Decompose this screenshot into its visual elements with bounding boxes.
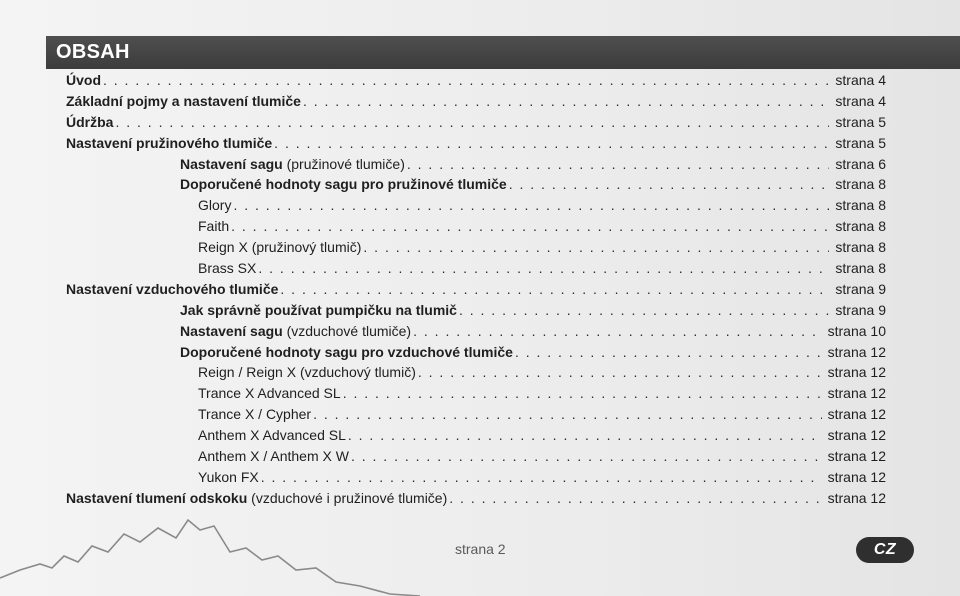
dot-leader [513,344,822,360]
toc-entry[interactable] [66,448,886,469]
toc-entry-title-bold: Nastavení sagu [180,155,283,172]
toc-entry-title-normal: Brass SX [198,260,257,277]
toc-entry-title-normal: (vzduchové i pružinové tlumiče) [247,489,448,506]
toc-entry[interactable] [66,364,886,385]
toc-entry-page: strana 12 [827,489,886,506]
toc-entry-title [66,93,301,109]
page-number: strana 2 [455,541,506,557]
header-bar [46,36,960,69]
toc-entry-title [198,469,259,485]
dot-leader [349,448,822,464]
toc-entry-title-bold: Nastavení pružinového tlumiče [66,134,273,151]
toc-entry-title [180,156,405,172]
toc-entry[interactable] [66,72,886,93]
toc-entry-page: strana 12 [827,427,886,444]
toc-entry-title [180,323,411,339]
toc-entry-title [180,176,507,192]
toc-entry-title [198,218,229,234]
dot-leader [416,364,822,380]
toc-entry-page: strana 4 [835,92,886,109]
toc-entry-title [198,197,231,213]
toc-entry-title [198,406,311,422]
toc-entry-title [66,135,272,151]
toc-entry-page: strana 12 [827,385,886,402]
toc-entry-title-normal: (vzduchové tlumiče) [282,322,412,339]
dot-leader [278,281,829,297]
toc-entry-title-bold: Doporučené hodnoty sagu pro pružinové tlumiče [180,176,507,193]
toc-entry[interactable] [66,156,886,177]
toc-entry-page: strana 8 [835,197,886,214]
toc-entry-title-bold: Nastavení sagu [180,322,283,339]
toc-entry-title-bold: Údržba [66,113,114,130]
toc-entry-title [198,364,416,380]
toc-entry-title-normal: Anthem X / Anthem X W [198,448,349,465]
toc-entry[interactable] [66,239,886,260]
dot-leader [113,114,829,130]
dot-leader [447,490,821,506]
toc-entry-title-bold: Nastavení tlumení odskoku [66,489,248,506]
toc-entry[interactable] [66,135,886,156]
toc-entry-page: strana 8 [835,176,886,193]
toc-entry-page: strana 8 [835,239,886,256]
dot-leader [301,93,829,109]
language-code: CZ [873,541,897,558]
toc-entry-page: strana 12 [827,468,886,485]
toc-entry[interactable] [66,490,886,511]
toc-entry[interactable] [66,197,886,218]
toc-entry-title [198,260,256,276]
dot-leader [311,406,822,422]
toc-entry-title-normal: (pružinové tlumiče) [282,155,405,172]
dot-leader [341,385,822,401]
dot-leader [272,135,829,151]
toc-entry-page: strana 9 [835,301,886,318]
toc-entry-title-normal: Trance X Advanced SL [198,385,341,402]
dot-leader [259,469,822,485]
toc-entry-title-normal: Anthem X Advanced SL [198,427,346,444]
toc-entry[interactable] [66,302,886,323]
toc-entry-title [198,385,341,401]
toc-entry-title [66,72,101,88]
toc-entry[interactable] [66,93,886,114]
toc-entry-page: strana 5 [835,113,886,130]
toc-entry-page: strana 10 [827,322,886,339]
toc-entry-title [198,427,346,443]
dot-leader [457,302,829,318]
toc-entry-title-bold: Doporučené hodnoty sagu pro vzduchové tlumiče [180,343,513,360]
toc-entry[interactable] [66,406,886,427]
page-title: OBSAH [56,41,130,63]
toc-entry-page: strana 6 [835,155,886,172]
toc-entry-page: strana 12 [827,343,886,360]
toc-entry-title-normal: Reign X (pružinový tlumič) [198,239,362,256]
toc-entry-page: strana 8 [835,218,886,235]
toc-entry-page: strana 9 [835,280,886,297]
dot-leader [346,427,822,443]
dot-leader [411,323,822,339]
dot-leader [361,239,829,255]
toc-entry-page: strana 4 [835,72,886,88]
toc-entry-title-normal: Faith [198,218,230,235]
toc-entry-title [66,281,278,297]
toc-entry[interactable] [66,323,886,344]
toc-entry-title [180,302,457,318]
toc-entry[interactable] [66,344,886,365]
toc-entry-title-bold: Úvod [66,72,101,88]
toc-entry[interactable] [66,469,886,490]
toc-entry-page: strana 12 [827,364,886,381]
toc-entry-page: strana 8 [835,260,886,277]
toc-entry-page: strana 12 [827,448,886,465]
toc-entry-page: strana 5 [835,134,886,151]
toc-entry-title-normal: Trance X / Cypher [198,406,312,423]
toc-entry-page: strana 12 [827,406,886,423]
toc-entry[interactable] [66,114,886,135]
toc-entry-title-bold: Nastavení vzduchového tlumiče [66,280,279,297]
dot-leader [101,72,829,88]
toc-entry-title [66,114,113,130]
toc-entry-title [198,239,361,255]
toc-entry-title-normal: Yukon FX [198,468,259,485]
toc-entry-title-bold: Jak správně používat pumpičku na tlumič [180,301,457,318]
toc-entry[interactable] [66,218,886,239]
dot-leader [231,197,829,213]
language-badge [855,536,915,564]
toc-entry-title-normal: Reign / Reign X (vzduchový tlumič) [198,364,416,381]
toc-entry[interactable] [66,281,886,302]
dot-leader [229,218,829,234]
toc-entry[interactable] [66,176,886,197]
dot-leader [256,260,829,276]
dot-leader [507,176,830,192]
toc-entry-title-bold: Základní pojmy a nastavení tlumiče [66,92,301,109]
toc-entry[interactable] [66,385,886,406]
toc-entry-title [198,448,349,464]
dot-leader [405,156,830,172]
toc-entry-title [66,490,447,506]
table-of-contents [66,72,886,511]
toc-entry-title-normal: Glory [198,197,232,214]
toc-entry-title [180,344,513,360]
toc-entry[interactable] [66,260,886,281]
toc-entry[interactable] [66,427,886,448]
